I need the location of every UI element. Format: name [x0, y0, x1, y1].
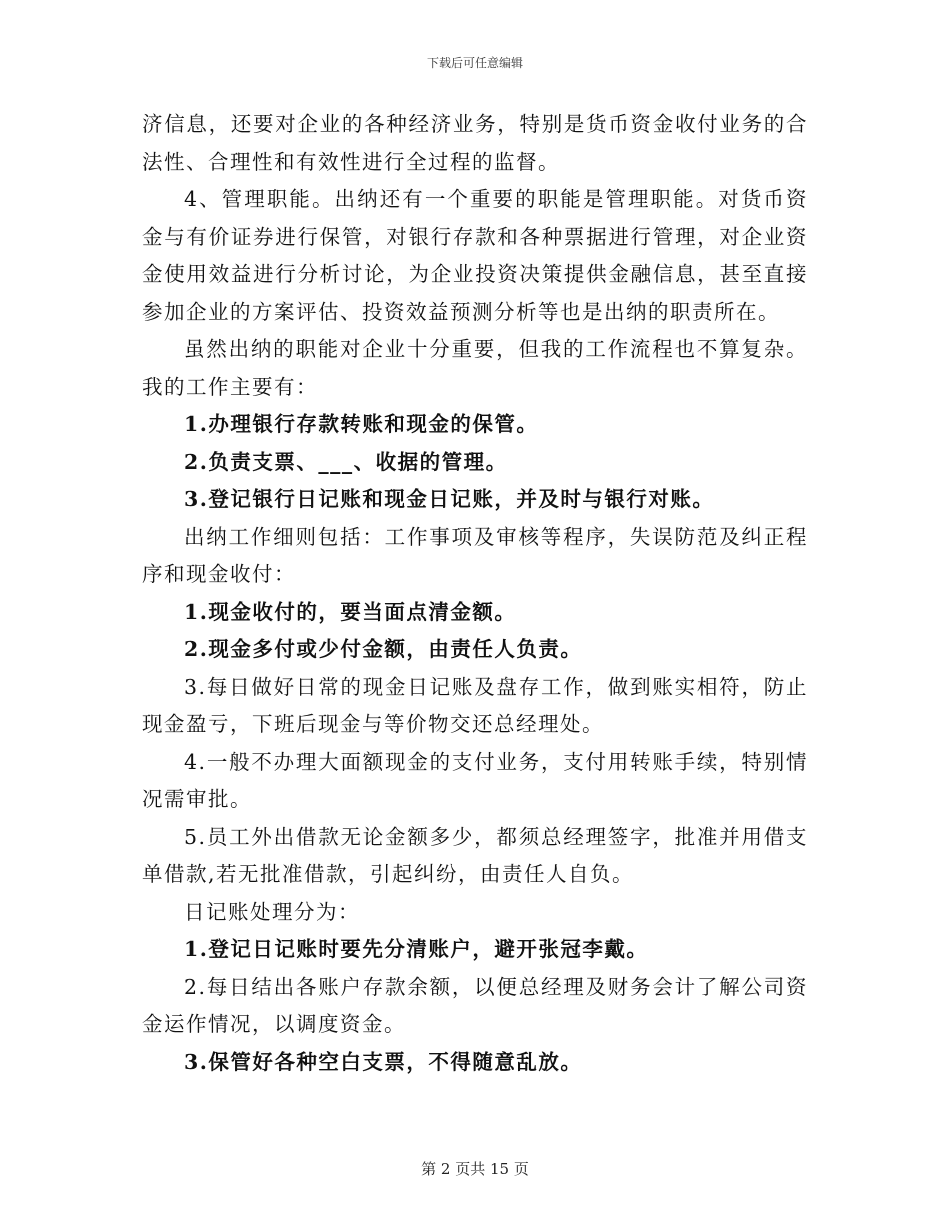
paragraph-9: 2.现金多付或少付金额，由责任人负责。: [184, 637, 583, 661]
paragraph-7: 出纳工作细则包括：工作事项及审核等程序，失误防范及纠正程序和现金收付：: [142, 524, 808, 586]
page-number: 第 2 页共 15 页: [421, 1160, 529, 1178]
paragraph-8: 1.现金收付的，要当面点清金额。: [184, 599, 517, 624]
paragraph-2: 4、管理职能。出纳还有一个重要的职能是管理职能。对货币资金与有价证券进行保管，对银行存款和各种票据进行管理，对企业资金使用效益进行分析讨论，为企业投资决策提供金融信息，甚至直接参加企业的方案评估、投资效益预测分析等也是出纳的职责所在。: [142, 187, 808, 324]
paragraph-3: 虽然出纳的职能对企业十分重要，但我的工作流程也不算复杂。我的工作主要有：: [142, 337, 808, 399]
paragraph-15: 2.每日结出各账户存款余额，以便总经理及财务会计了解公司资金运作情况，以调度资金。: [142, 974, 808, 1036]
paragraph-12: 5.员工外出借款无论金额多少，都须总经理签字，批准并用借支单借款,若无批准借款，引起纠纷，由责任人自负。: [142, 824, 808, 886]
paragraph-5: 2.负责支票、___、收据的管理。: [184, 449, 508, 474]
document-body: [142, 106, 808, 1081]
paragraph-4: 1.办理银行存款转账和现金的保管。: [184, 412, 539, 436]
paragraph-10: 3.每日做好日常的现金日记账及盘存工作，做到账实相符，防止现金盈亏，下班后现金与等价物交还总经理处。: [142, 674, 808, 736]
paragraph-6: 3.登记银行日记账和现金日记账，并及时与银行对账。: [184, 487, 715, 511]
paragraph-13: 日记账处理分为：: [184, 899, 360, 924]
paragraph-1: 济信息，还要对企业的各种经济业务，特别是货币资金收付业务的合法性、合理性和有效性进行全过程的监督。: [142, 112, 808, 174]
paragraph-14: 1.登记日记账时要先分清账户，避开张冠李戴。: [184, 937, 649, 961]
paragraph-16: 3.保管好各种空白支票，不得随意乱放。: [184, 1049, 583, 1074]
page-header: 下载后可任意编辑: [426, 56, 523, 70]
paragraph-11: 4.一般不办理大面额现金的支付业务，支付用转账手续，特别情况需审批。: [142, 749, 808, 811]
